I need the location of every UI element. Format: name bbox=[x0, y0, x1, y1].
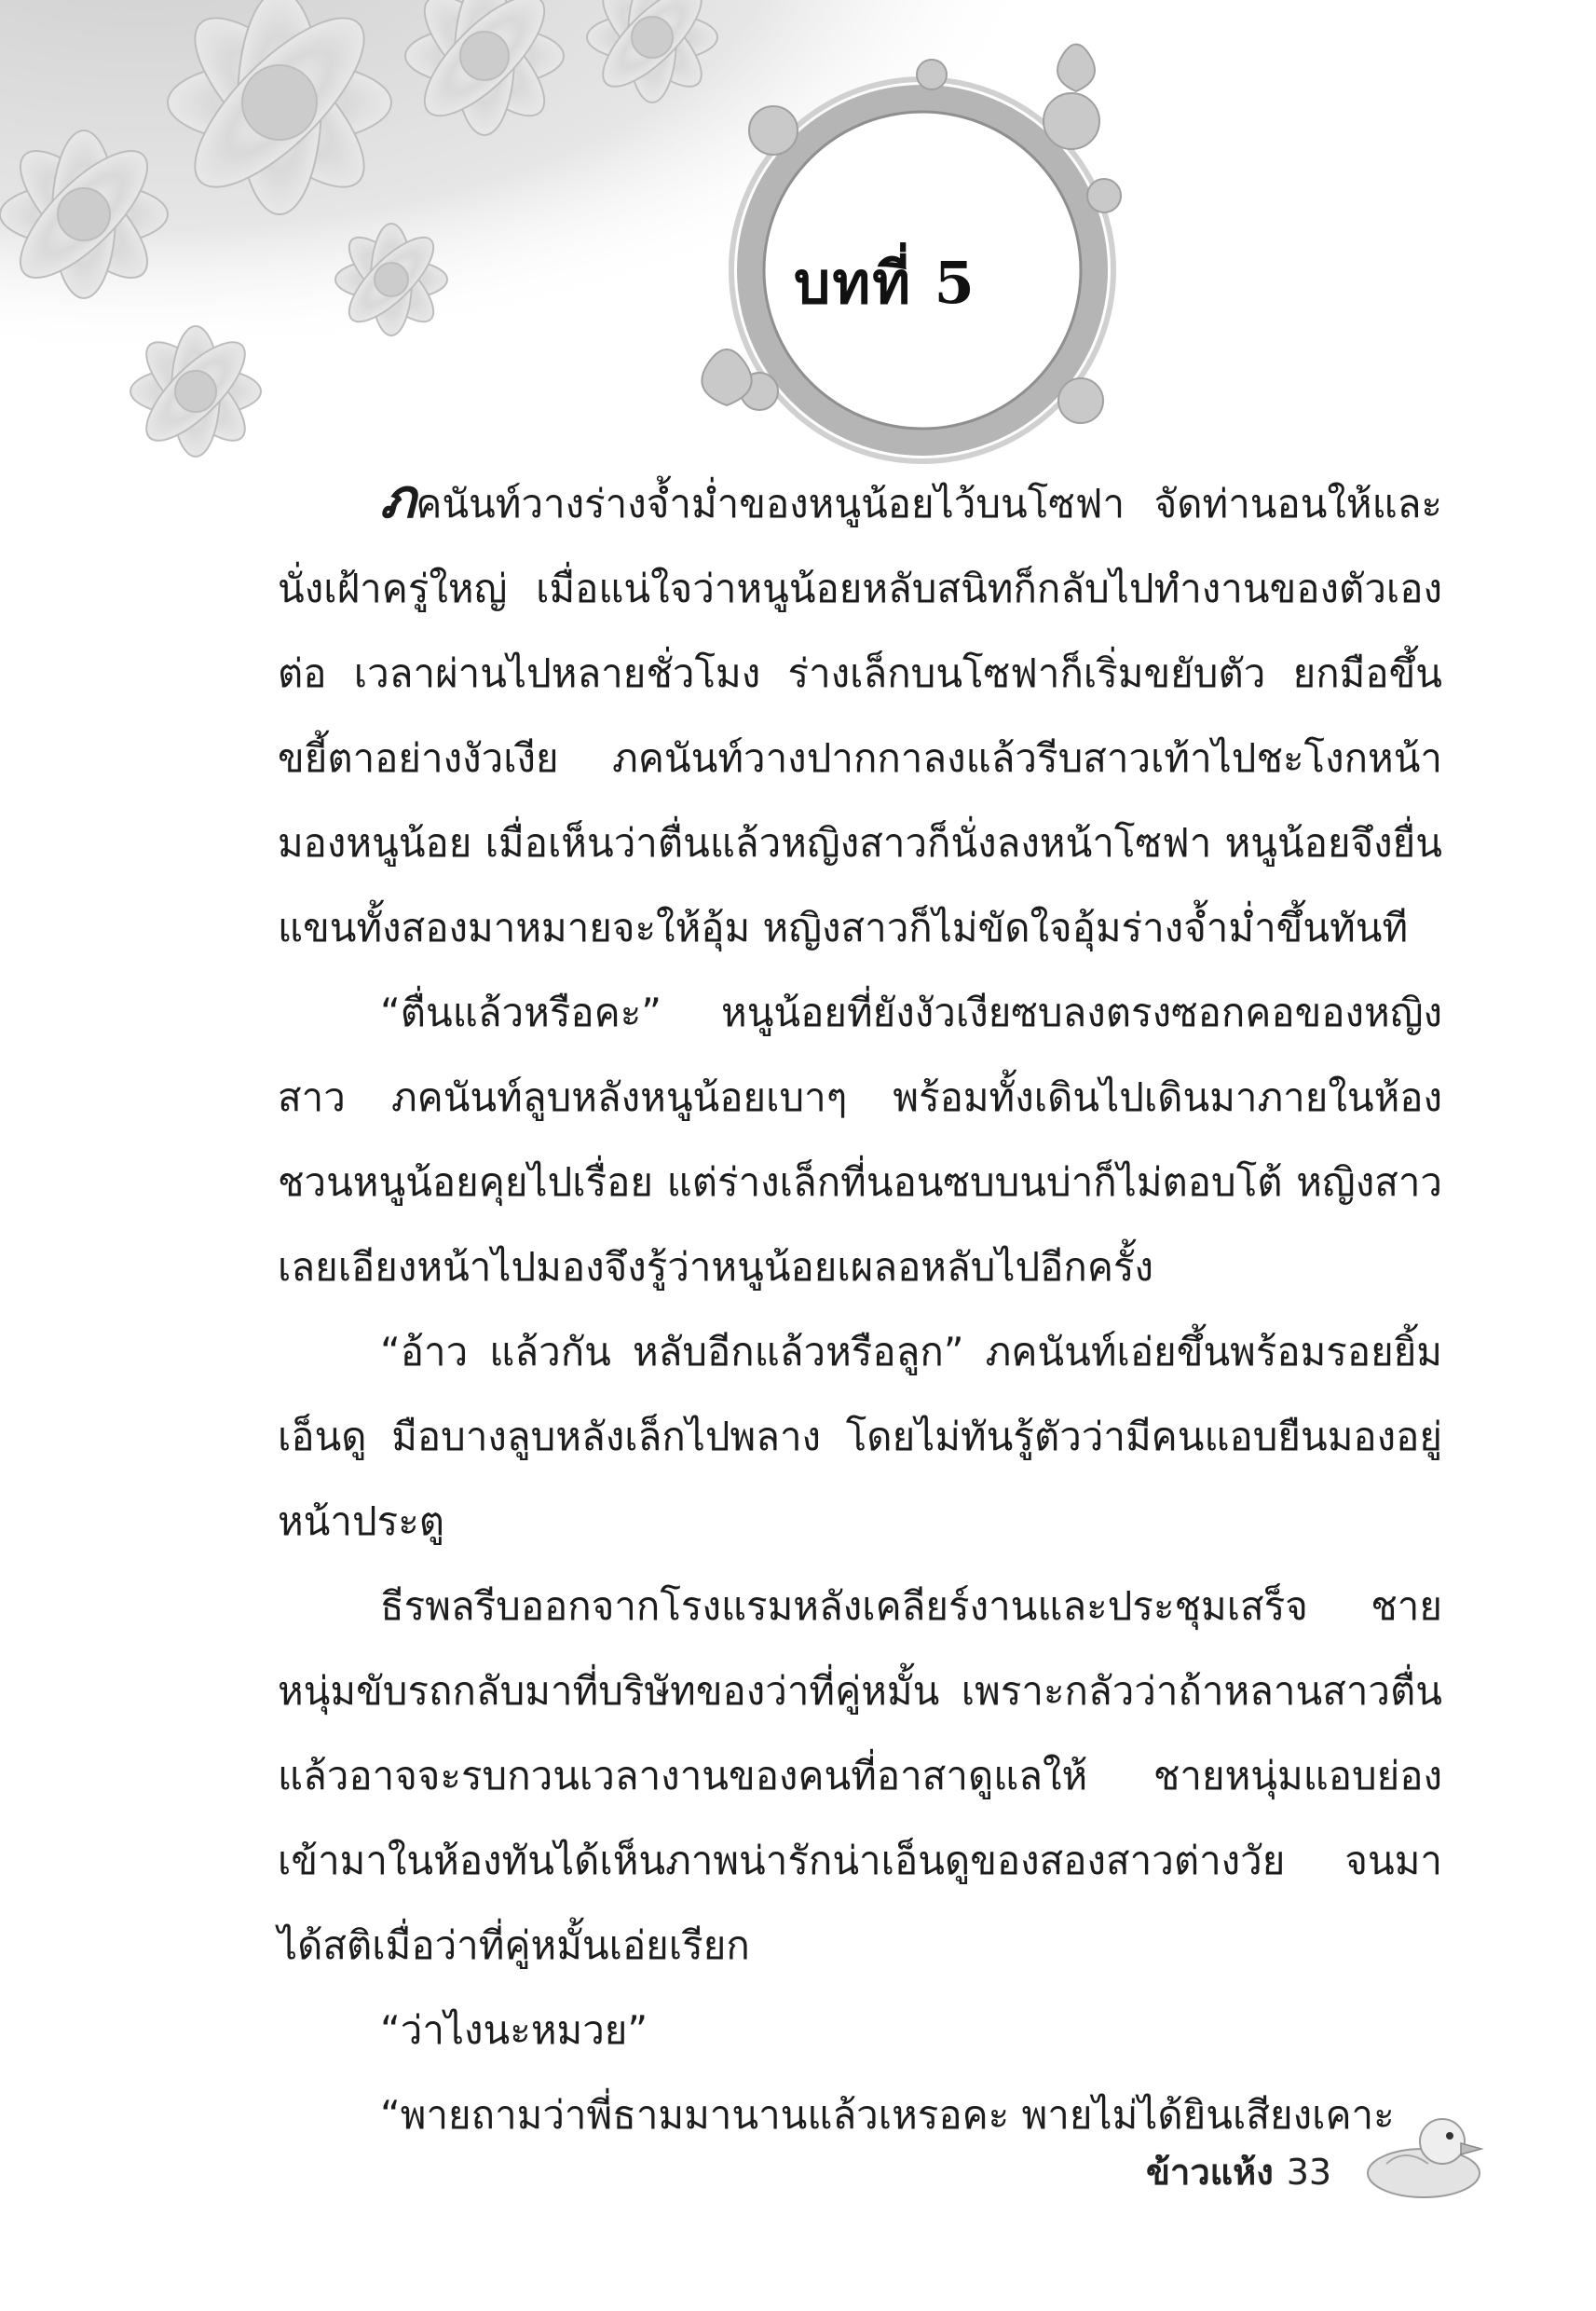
paragraph-text: “พายถามว่าพี่ธามมานานแล้วเหรอคะ พายไม่ได้ยินเสียงเคาะ bbox=[380, 2092, 1395, 2138]
paragraph bbox=[278, 457, 1442, 970]
paragraph bbox=[278, 1988, 1442, 2072]
paragraph bbox=[278, 1564, 1442, 1988]
paragraph-text: ธีรพลรีบออกจากโรงแรมหลังเคลียร์งานและประชุมเสร็จ ชายหนุ่มขับรถกลับมาที่บริษัทของว่าที่คู่หมั้น เพราะกลัวว่าถ้าหลานสาวตื่นแล้วอาจจะรบกวนเวลางานของคนที่อาสาดูแลให้ ชายหนุ่มแอบย่องเข้ามาในห้องทันได้เห็นภาพน่ารักน่าเอ็นดูของสองสาวต่างวัย จนมาได้สติเมื่อว่าที่คู่หมั้นเอ่ยเรียก bbox=[278, 1583, 1442, 1968]
page-number: 33 bbox=[1286, 2152, 1332, 2193]
paragraph-text: คนันท์วางร่างจ้ำม่ำของหนูน้อยไว้บนโซฟา จัดท่านอนให้และนั่งเฝ้าครู่ใหญ่ เมื่อแน่ใจว่าหนูน้อยหลับสนิทก็กลับไปทำงานของตัวเองต่อ เวลาผ่านไปหลายชั่วโมง ร่างเล็กบนโซฟาก็เริ่มขยับตัว ยกมือขึ้นขยี้ตาอย่างงัวเงีย ภคนันท์วางปากกาลงแล้วรีบสาวเท้าไปชะโงกหน้ามองหนูน้อย เมื่อเห็นว่าตื่นแล้วหญิงสาวก็นั่งลงหน้าโซฟา หนูน้อยจึงยื่นแขนทั้งสองมาหมายจะให้อุ้ม หญิงสาวก็ไม่ขัดใจอุ้มร่างจ้ำม่ำขึ้นทันที bbox=[278, 481, 1442, 950]
paragraph-text: “ว่าไงนะหมวย” bbox=[380, 2007, 648, 2053]
book-title: ข้าวแห้ง bbox=[1146, 2152, 1274, 2193]
drop-cap: ภ bbox=[380, 467, 416, 530]
paragraph-text: “ตื่นแล้วหรือคะ” หนูน้อยที่ยังงัวเงียซบลงตรงซอกคอของหญิงสาว ภคนันท์ลูบหลังหนูน้อยเบาๆ พร้อมทั้งเดินไปเดินมาภายในห้องชวนหนูน้อยคุยไปเรื่อย แต่ร่างเล็กที่นอนซบบนบ่าก็ไม่ตอบโต้ หญิงสาวเลยเอียงหน้าไปมองจึงรู้ว่าหนูน้อยเผลอหลับไปอีกครั้ง bbox=[278, 990, 1442, 1290]
paragraph-text: “อ้าว แล้วกัน หลับอีกแล้วหรือลูก” ภคนันท์เอ่ยขึ้นพร้อมรอยยิ้มเอ็นดู มือบางลูบหลังเล็กไปพลาง โดยไม่ทันรู้ตัวว่ามีคนแอบยืนมองอยู่หน้าประตู bbox=[278, 1329, 1442, 1544]
page-footer bbox=[1146, 2143, 1331, 2200]
rubber-duck-icon bbox=[1349, 2108, 1489, 2201]
paragraph bbox=[278, 1309, 1442, 1564]
paragraph bbox=[278, 970, 1442, 1309]
chapter-title: บทที่ 5 bbox=[794, 249, 976, 317]
body-text bbox=[278, 457, 1442, 2157]
